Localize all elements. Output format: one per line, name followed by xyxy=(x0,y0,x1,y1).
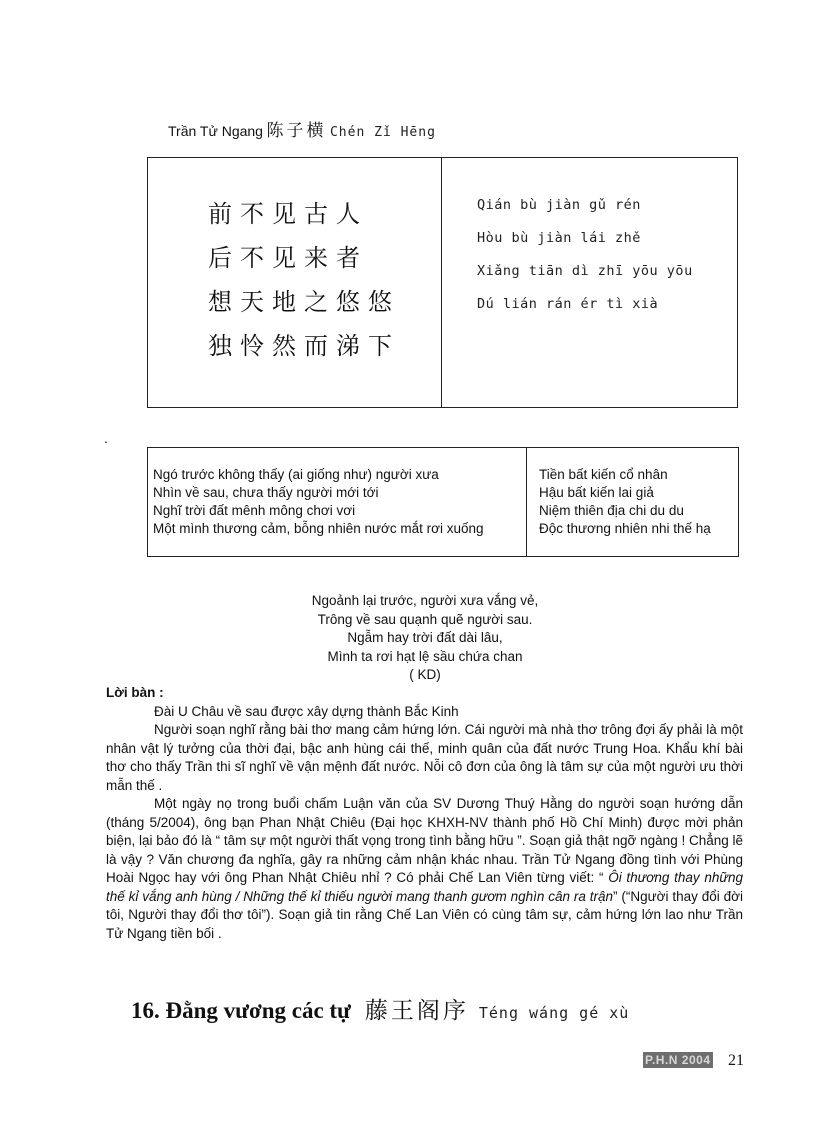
poem-box-divider xyxy=(441,158,442,407)
translation-line: Nhìn về sau, chưa thấy người mới tới xyxy=(153,485,379,500)
section-hanzi: 藤王阁序 xyxy=(364,998,469,1024)
verse-line: Mình ta rơi hạt lệ sầu chứa chan xyxy=(327,648,523,664)
commentary-paragraph xyxy=(106,795,743,943)
author-pinyin: Chén Zǐ Hēng xyxy=(329,125,436,140)
verse-line: Ngẫm hay trời đất dài lâu, xyxy=(347,630,503,645)
poem-hanzi-line: 独怜然而涕下 xyxy=(208,332,400,360)
translation-vietnamese xyxy=(153,466,484,538)
poem-pinyin-line: Xiǎng tiān dì zhī yōu yōu xyxy=(477,263,693,279)
poem-hanzi-line: 后不见来者 xyxy=(208,244,368,272)
translation-line: Ngó trước không thấy (ai giống như) người xưa xyxy=(153,467,439,482)
translation-line: Một mình thương cảm, bỗng nhiên nước mắt rơi xuống xyxy=(153,521,484,536)
commentary-paragraph: Người soạn nghĩ rằng bài thơ mang cảm hứng lớn. Cái người mà nhà thơ trông đợi ấy phải là một nhân vật lý tưởng của thời đại, bậc anh hùng cái thế, minh quân của đất nước Trung Hoa. Khẩu khí bài thơ cho thấy Trần thi sĩ nghĩ về vận mệnh đất nước. Nỗi cô đơn của ông là tâm sự của một người ưu thời mẫn thế . xyxy=(106,722,743,793)
verse-line: Trông về sau quạnh quẽ người sau. xyxy=(317,611,533,627)
poem-original-box xyxy=(147,157,738,408)
page-number: 21 xyxy=(728,1052,744,1069)
poem-hanzi-line: 想天地之悠悠 xyxy=(208,288,400,316)
poem-pinyin-line: Qián bù jiàn gǔ rén xyxy=(477,197,641,213)
author-hanzi: 陈子横 xyxy=(266,121,327,141)
commentary-text: Một ngày nọ trong buổi chấm Luận văn của SV Dương Thuý Hằng do người soạn hướng dẫn (tháng 5/2004), ông bạn Phan Nhật Chiêu (Đại học KHXH-NV thành phố Hồ Chí Minh) được mời phản biện, lại bảo đó là “ tâm sự một người thất vọng trong tình bằng hữu ”. Soạn giả thật ngỡ ngàng ! Chẳng lẽ là vậy ? Văn chương đa nghĩa, gây ra những cảm nhận khác nhau. Trần Tử Ngang đồng tình với Phùng Hoài Ngọc hay với ông Phan Nhật Chiêu nhỉ ? Có phải Chế Lan Viên từng viết: “ xyxy=(106,796,743,885)
commentary-label: Lời bàn : xyxy=(106,685,164,700)
poem-author-line xyxy=(168,116,436,141)
author-name: Trần Tử Ngang xyxy=(168,123,263,139)
section-title: 16. Đằng vương các tự xyxy=(131,998,351,1023)
translation-sino-vietnamese xyxy=(539,466,711,538)
sino-vietnamese-line: Hậu bất kiến lai giả xyxy=(539,485,654,500)
poem-pinyin-line: Dú lián rán ér tì xià xyxy=(477,296,659,312)
sino-vietnamese-line: Niệm thiên địa chi du du xyxy=(539,503,684,518)
poem-pinyin-line: Hòu bù jiàn lái zhě xyxy=(477,230,641,246)
commentary-text: ” (“Người thay đổi đời tôi, Người thay đổi thơ tôi”). Soạn giả tin rằng Chế Lan Viên có cùng tâm sự, cảm hứng lớn lao như Trần Tử Ngang tiền bối . xyxy=(106,888,743,941)
translation-box-divider xyxy=(526,448,527,556)
commentary-section xyxy=(106,684,743,943)
poem-hanzi-line: 前不见古人 xyxy=(208,200,368,228)
verse-line: Ngoảnh lại trước, người xưa vắng vẻ, xyxy=(311,593,539,608)
commentary-quote: Ôi thương thay những thế kỉ vắng anh hùng / Những thế kỉ thiếu người mang thanh gươm nghìn cân ra trận xyxy=(106,870,743,904)
section-heading xyxy=(131,992,629,1025)
poem-hanzi-column xyxy=(208,192,400,368)
translation-box xyxy=(147,447,739,557)
poem-pinyin-column xyxy=(477,196,693,328)
verse-credit: ( KD) xyxy=(409,667,441,682)
bullet-dot: . xyxy=(104,430,108,446)
commentary-paragraph: Đài U Châu về sau được xây dựng thành Bắc Kinh xyxy=(154,703,459,719)
verse-translation xyxy=(250,592,600,685)
footer-badge: P.H.N 2004 xyxy=(645,1053,711,1067)
sino-vietnamese-line: Độc thương nhiên nhi thế hạ xyxy=(539,521,711,536)
sino-vietnamese-line: Tiền bất kiến cổ nhân xyxy=(539,467,668,482)
translation-line: Nghĩ trời đất mênh mông chơi vơi xyxy=(153,503,356,518)
section-pinyin: Téng wáng gé xù xyxy=(478,1004,630,1022)
